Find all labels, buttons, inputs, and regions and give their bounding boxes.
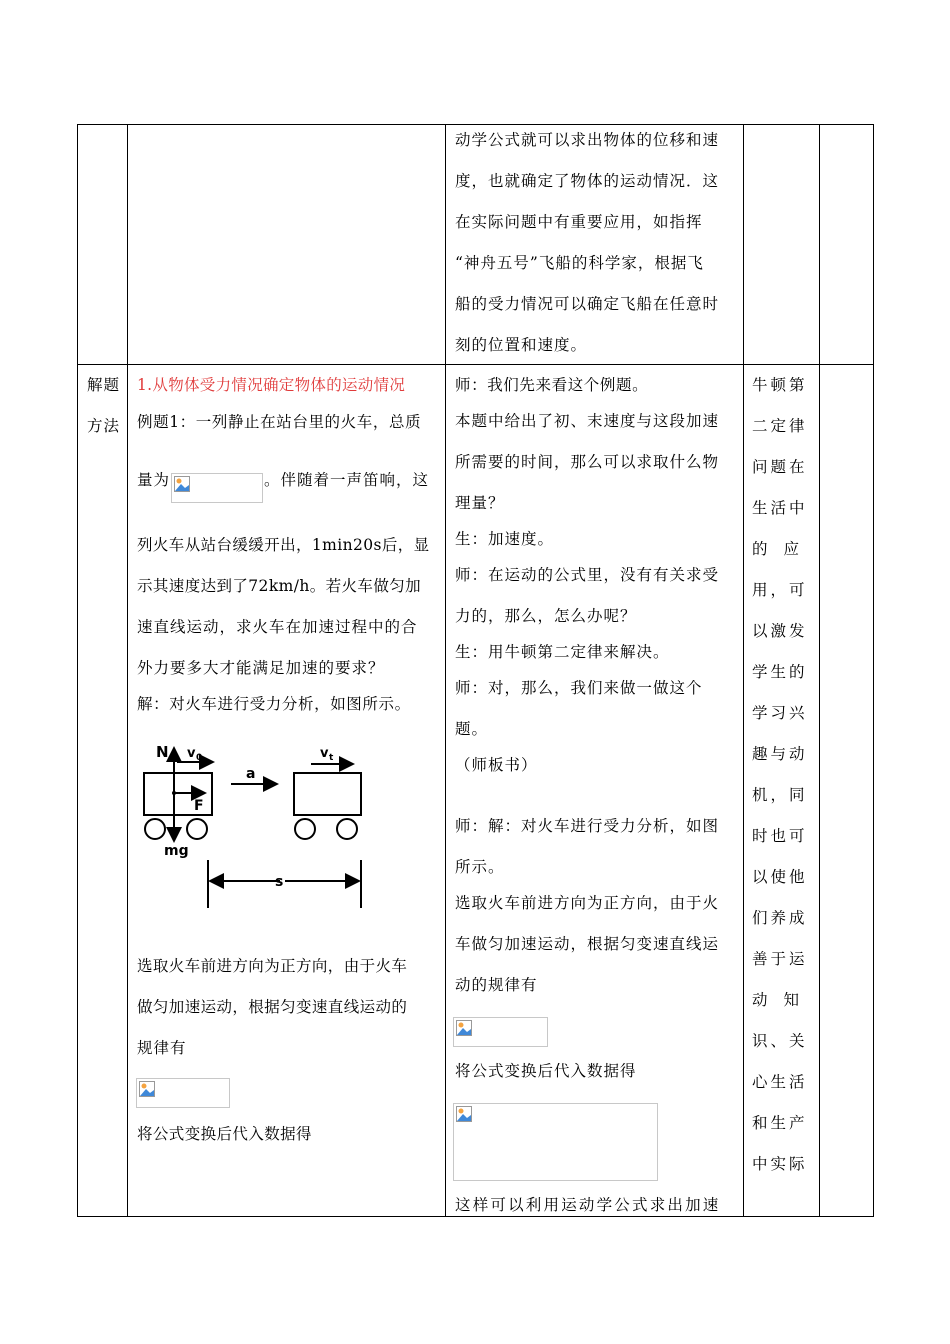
dialog-line: 所示。	[455, 858, 505, 876]
image-icon	[456, 1020, 472, 1036]
dialog-line: 本题中给出了初、末速度与这段加速	[455, 412, 720, 430]
analysis-text: 规律有	[137, 1039, 187, 1057]
intent-line: 们养成	[752, 909, 808, 927]
dialog-line: 理量？	[455, 494, 505, 512]
text-line: 动学公式就可以求出物体的位移和速	[455, 131, 720, 149]
image-icon	[139, 1081, 155, 1097]
intent-line: 时也可	[752, 827, 808, 845]
cart-right-wheel	[295, 819, 315, 839]
text-line: 船的受力情况可以确定飞船在任意时	[455, 295, 720, 313]
dialog-line: 力的，那么，怎么办呢？	[455, 607, 637, 625]
analysis-text: 将公式变换后代入数据得	[137, 1125, 312, 1143]
label-F: F	[194, 798, 204, 814]
dialog-line: 车做匀加速运动，根据匀变速直线运	[455, 935, 720, 953]
label-mg: mg	[164, 843, 189, 859]
label-v0: v	[187, 746, 196, 761]
formula-image-placeholder	[453, 1017, 548, 1047]
dialog-line: 师：我们先来看这个例题。	[455, 376, 649, 394]
text-line: “神舟五号”飞船的科学家，根据飞	[455, 254, 704, 272]
dialog-line: 动的规律有	[455, 976, 538, 994]
analysis-text: 做匀加速运动，根据匀变速直线运动的	[137, 998, 408, 1016]
table-top-border	[77, 124, 874, 125]
col-line-3	[445, 124, 446, 1217]
intent-line: 二定律	[752, 417, 808, 435]
dialog-line: 生：加速度。	[455, 530, 555, 548]
solution-text: 解：对火车进行受力分析，如图所示。	[137, 695, 411, 713]
cart-right-wheel	[337, 819, 357, 839]
cart-left-wheel	[145, 819, 165, 839]
text-line: 在实际问题中有重要应用，如指挥	[455, 213, 703, 231]
cart-right-body	[294, 773, 361, 815]
text-line: 刻的位置和速度。	[455, 336, 588, 354]
label-vt-sub: t	[329, 753, 334, 763]
dialog-line: 选取火车前进方向为正方向，由于火	[455, 894, 720, 912]
example-text: 量为	[137, 471, 171, 489]
dialog-line: 题。	[455, 720, 489, 738]
table-bottom-border	[77, 1216, 874, 1217]
dialog-line: 师：对，那么，我们来做一做这个	[455, 679, 703, 697]
intent-line: 牛顿第	[752, 376, 808, 394]
label-a: a	[246, 766, 256, 782]
dialog-line: 这样可以利用运动学公式求出加速	[455, 1196, 721, 1214]
example-text: 列火车从站台缓缓开出，1min20s后，显	[137, 536, 430, 554]
dialog-line: （师板书）	[455, 756, 538, 774]
intent-line: 善于运	[752, 950, 808, 968]
col-line-4	[743, 124, 744, 1217]
intent-line: 中实际	[752, 1155, 808, 1173]
section-heading: 1.从物体受力情况确定物体的运动情况	[137, 376, 406, 394]
intent-line: 和生产	[752, 1114, 808, 1132]
formula-image-placeholder	[171, 473, 263, 503]
formula-image-placeholder	[453, 1103, 658, 1181]
cart-left-wheel	[187, 819, 207, 839]
intent-line: 识、关	[752, 1032, 808, 1050]
image-icon	[456, 1106, 472, 1122]
force-diagram	[135, 738, 375, 913]
intent-line: 以使他	[752, 868, 808, 886]
label-N: N	[156, 743, 169, 761]
analysis-text: 选取火车前进方向为正方向，由于火车	[137, 957, 408, 975]
intent-line: 学习兴	[752, 704, 808, 722]
intent-line: 趣与动	[752, 745, 808, 763]
example-text: 。伴随着一声笛响，这	[264, 471, 430, 489]
dialog-line: 生：用牛顿第二定律来解决。	[455, 643, 670, 661]
section-label: 解题	[87, 376, 121, 394]
intent-line: 问题在	[752, 458, 808, 476]
label-s: s	[275, 874, 284, 890]
intent-line: 动知	[752, 991, 816, 1009]
col-line-1	[77, 124, 78, 1217]
dialog-line: 师：在运动的公式里，没有有关求受	[455, 566, 720, 584]
col-line-2	[127, 124, 128, 1217]
col-line-6	[873, 124, 874, 1217]
dialog-line: 所需要的时间，那么可以求取什么物	[455, 453, 720, 471]
example-text: 速直线运动，求火车在加速过程中的合	[137, 618, 418, 636]
intent-line: 机，同	[752, 786, 808, 804]
col-line-5	[819, 124, 820, 1217]
intent-line: 学生的	[752, 663, 808, 681]
intent-line: 以激发	[752, 622, 808, 640]
label-v0-sub: 0	[196, 753, 203, 763]
dialog-line: 将公式变换后代入数据得	[455, 1062, 637, 1080]
section-label: 方法	[87, 417, 121, 435]
example-text: 外力要多大才能满足加速的要求？	[137, 659, 385, 677]
intent-line: 心生活	[752, 1073, 808, 1091]
formula-image-placeholder	[136, 1078, 230, 1108]
label-vt: v	[320, 746, 329, 761]
intent-line: 用，可	[752, 581, 808, 599]
intent-line: 生活中	[752, 499, 808, 517]
intent-line: 的应	[752, 540, 816, 558]
dialog-line: 师：解：对火车进行受力分析，如图	[455, 817, 720, 835]
text-line: 度，也就确定了物体的运动情况．这	[455, 172, 720, 190]
image-icon	[174, 476, 190, 492]
row-divider	[77, 364, 874, 365]
example-text: 例题1：一列静止在站台里的火车，总质	[137, 413, 422, 431]
example-text: 示其速度达到了72km/h。若火车做匀加	[137, 577, 422, 595]
